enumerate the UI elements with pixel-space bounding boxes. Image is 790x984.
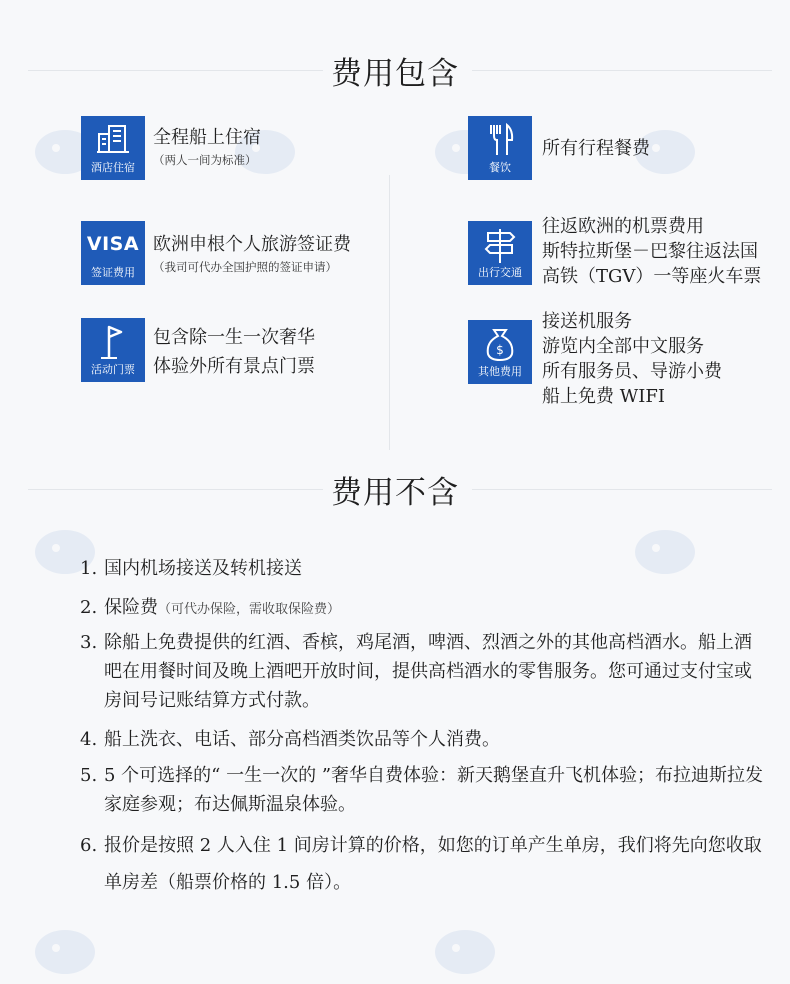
item-number: 4. [80,729,98,750]
item-number: 5. [80,765,98,786]
item-title: 欧洲申根个人旅游签证费 [153,234,351,255]
signpost-icon [482,227,518,265]
included-section-header [0,50,790,90]
list-item [80,725,769,754]
divider [472,70,772,71]
item-line: 船上免费 WIFI [542,386,665,407]
money-bag-icon [482,326,518,362]
tile-label: 餐饮 [489,161,511,174]
item-line: 游览内全部中文服务 [542,336,704,357]
excluded-title: 费用不含 [323,467,467,512]
item-note: （我司可代办全国护照的签证申请） [153,260,337,274]
list-item [80,761,769,819]
visa-text [153,233,351,275]
item-line: 包含除一生一次奢华 [153,327,315,348]
item-title: 所有行程餐费 [542,138,650,159]
watermark-logo-icon [430,920,500,980]
transport-tile [468,221,532,285]
other-fees-text [542,310,722,408]
hotel-text [153,126,261,168]
dining-text [542,137,650,160]
item-text: 保险费 [104,597,158,618]
item-line: 斯特拉斯堡－巴黎往返法国 [542,241,758,262]
fork-knife-icon [482,122,518,158]
included-title: 费用包含 [323,48,467,93]
item-number: 6. [80,835,98,856]
item-text: 船上洗衣、电话、部分高档酒类饮品等个人消费。 [104,729,500,750]
item-note: （可代办保险，需收取保险费） [158,602,341,617]
list-item [80,554,769,583]
watermark-logo-icon [30,920,100,980]
tile-label: 其他费用 [478,365,522,378]
item-text: 国内机场接送及转机接送 [104,558,302,579]
other-fees-tile [468,320,532,384]
item-line: 接送机服务 [542,311,632,332]
item-line: 体验外所有景点门票 [153,356,315,377]
tile-label: 活动门票 [91,363,135,376]
column-divider [389,175,390,450]
item-line: 高铁（TGV）一等座火车票 [542,266,762,287]
excluded-section-header [0,469,790,509]
tickets-tile [81,318,145,382]
svg-text:$: $ [496,343,504,357]
building-icon [95,122,131,154]
hotel-tile [81,116,145,180]
dining-tile [468,116,532,180]
tile-label: 出行交通 [478,266,522,279]
list-item [80,827,769,901]
divider [28,70,328,71]
tile-label: 酒店住宿 [91,161,135,174]
list-item [80,628,769,715]
tickets-text [153,326,315,378]
item-number: 2. [80,597,98,618]
item-text: 除船上免费提供的红酒、香槟，鸡尾酒，啤酒、烈酒之外的其他高档酒水。船上酒吧在用餐时间及晚上酒吧开放时间，提供高档酒水的零售服务。您可通过支付宝或房间号记账结算方式付款。 [104,632,752,711]
visa-tile [81,221,145,285]
item-title: 全程船上住宿 [153,127,261,148]
item-line: 往返欧洲的机票费用 [542,216,704,237]
item-text: 报价是按照 2 人入住 1 间房计算的价格，如您的订单产生单房，我们将先向您收取单房差（船票价格的 1.5 倍）。 [104,835,762,893]
item-text: 5 个可选择的“ 一生一次的 ”奢华自费体验：新天鹅堡直升飞机体验；布拉迪斯拉发家庭参观；布达佩斯温泉体验。 [104,765,764,815]
list-item [80,593,340,624]
divider [28,489,328,490]
flag-icon [95,324,131,360]
item-note: （两人一间为标准） [153,153,257,167]
transport-text [542,215,761,288]
item-line: 所有服务员、导游小费 [542,361,722,382]
visa-icon: VISA [86,233,140,255]
item-number: 1. [80,558,98,579]
tile-label: 签证费用 [91,266,135,279]
item-number: 3. [80,632,98,653]
divider [472,489,772,490]
